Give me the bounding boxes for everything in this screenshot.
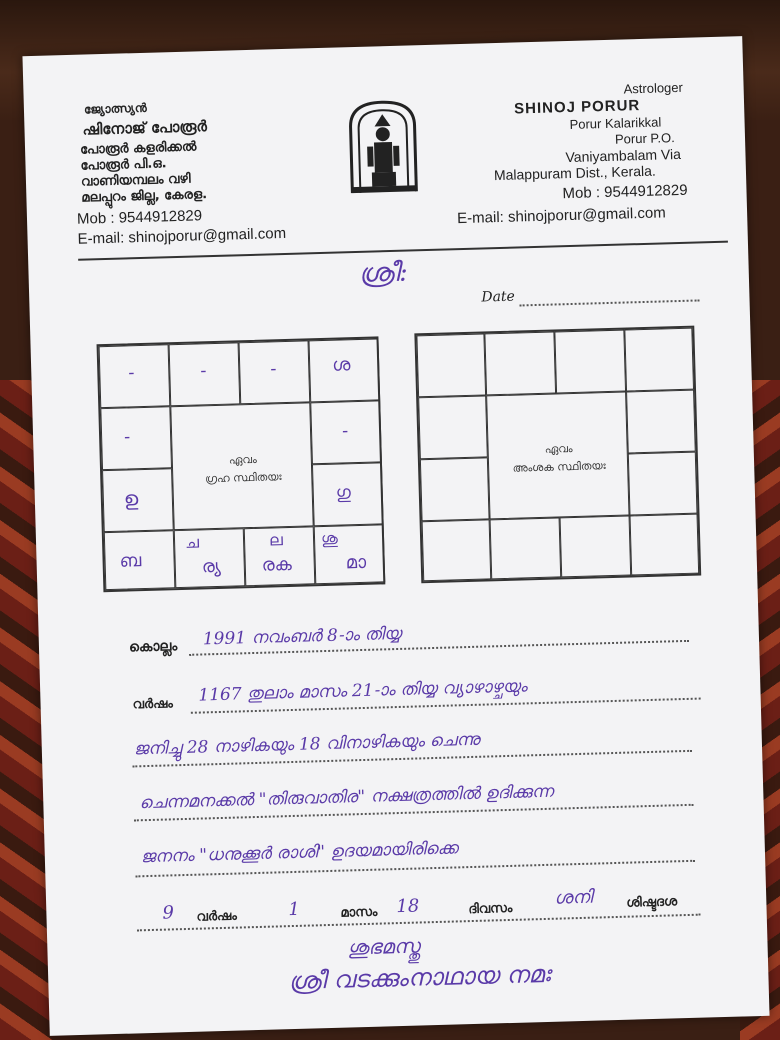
- date-line: [520, 299, 700, 306]
- graha-cell-r4c1: ബ: [104, 530, 176, 590]
- amsaka-center-line1: ഏവം: [544, 442, 573, 456]
- amsaka-cell-r1c4: [624, 328, 694, 392]
- ml-title: ജ്യോത്സ്യൻ: [83, 100, 147, 117]
- dasa-value: ശനി: [553, 886, 593, 909]
- graha-center-line2: ഗ്രഹ സ്ഥിതയഃ: [204, 470, 282, 486]
- kollam-label: കൊല്ലം: [128, 638, 178, 656]
- kollam-value: 1991 നവംബർ 8-ാം തിയ്യ: [202, 623, 402, 650]
- ml-email: E-mail: shinojporur@gmail.com: [77, 224, 287, 248]
- ml-name: ഷിനോജ് പോരൂർ: [82, 117, 208, 139]
- sree-heading: ശ്രീ:: [358, 257, 409, 289]
- body-line4: ചെന്നമനക്കൽ "തിരുവാതിര" നക്ഷത്രത്തിൽ ഉദിക്കുന്ന: [139, 781, 554, 814]
- remain-months: 1: [288, 898, 301, 921]
- graha-cell-r4c3: ല രക: [244, 526, 316, 586]
- en-address-3: Vaniyambalam Via: [565, 145, 682, 166]
- date-label: Date: [481, 288, 516, 306]
- ml-mobile: Mob : 9544912829: [76, 207, 203, 228]
- years-label: വർഷം: [196, 908, 238, 925]
- dasa-label: ശിഷ്ടദശ: [626, 894, 678, 911]
- varsham-label: വർഷം: [132, 696, 174, 713]
- graha-center-line1: ഏവം: [228, 452, 257, 467]
- graha-cell-r1c1: -: [99, 344, 171, 408]
- amsaka-cell-r4c3: [560, 515, 632, 577]
- horoscope-sheet: [22, 36, 769, 1036]
- en-address-2: Porur P.O.: [614, 130, 675, 147]
- days-label: ദിവസം: [468, 900, 513, 918]
- graha-cell-r2c4: -: [310, 400, 382, 464]
- amsaka-cell-r4c2: [490, 517, 562, 579]
- amsaka-cell-r3c4: [628, 452, 698, 516]
- graha-cell-r1c2: -: [169, 342, 241, 406]
- graha-center: [170, 402, 313, 530]
- en-mobile: Mob : 9544912829: [562, 181, 688, 203]
- graha-cell-r1c3: -: [239, 340, 311, 404]
- en-title: Astrologer: [623, 79, 684, 97]
- graha-cell-r1c4: ശ: [309, 338, 381, 402]
- en-name: SHINOJ PORUR: [513, 97, 641, 118]
- amsaka-cell-r4c4: [630, 514, 700, 576]
- en-email: E-mail: shinojporur@gmail.com: [456, 204, 666, 228]
- body-line3: ജനിച്ചു 28 നാഴികയും 18 വിനാഴികയും ചെന്നു: [133, 729, 480, 760]
- en-address-1: Porur Kalarikkal: [569, 114, 662, 132]
- body-line5: ജനനം "ധനുക്കൂർ രാശി" ഉദയമായിരിക്കെ: [140, 838, 459, 868]
- amsaka-center: [486, 392, 629, 520]
- varsham-value: 1167 തുലാം മാസം 21-ാം തിയ്യ വ്യാഴാഴ്ചയും: [198, 676, 528, 706]
- amsaka-cell-r3c1: [420, 457, 490, 521]
- amsaka-cell-r1c2: [484, 331, 556, 395]
- amsaka-cell-r4c1: [422, 519, 492, 581]
- graha-cell-r4c4: ശു മാ: [314, 524, 386, 584]
- amsaka-cell-r1c1: [416, 333, 486, 397]
- amsaka-chart: [414, 326, 701, 584]
- graha-cell-r4c2: ച ര്യ: [174, 528, 246, 588]
- amsaka-cell-r1c3: [554, 330, 626, 394]
- ml-address-4: മലപ്പുറം ജില്ല, കേരള.: [81, 187, 208, 206]
- ml-address-3: വാണിയമ്പലം വഴി: [80, 171, 191, 190]
- en-address-4: Malappuram Dist., Kerala.: [493, 162, 656, 184]
- amsaka-center-line2: അംശക സ്ഥിതയഃ: [512, 459, 606, 475]
- amsaka-cell-r2c4: [626, 390, 696, 454]
- closing-blessing: ശ്രീ വടക്കുംനാഥായ നമഃ: [287, 959, 551, 996]
- ml-address-2: പോരൂർ പി.ഒ.: [80, 156, 167, 174]
- amsaka-cell-r2c1: [418, 395, 488, 459]
- remain-years: 9: [162, 902, 175, 924]
- remain-days: 18: [396, 895, 420, 918]
- graha-cell-r3c4: ഗു: [312, 462, 384, 526]
- graha-chart: [97, 336, 386, 592]
- graha-cell-r2c1: -: [100, 406, 172, 470]
- months-label: മാസം: [340, 904, 378, 921]
- graha-cell-r3c1: ഉ: [102, 468, 174, 532]
- deity-logo-icon: [342, 95, 425, 197]
- closing-subhamastu: ശുഭമസ്തു: [347, 933, 420, 960]
- ml-address-1: പോരൂർ കളരിക്കൽ: [79, 139, 197, 158]
